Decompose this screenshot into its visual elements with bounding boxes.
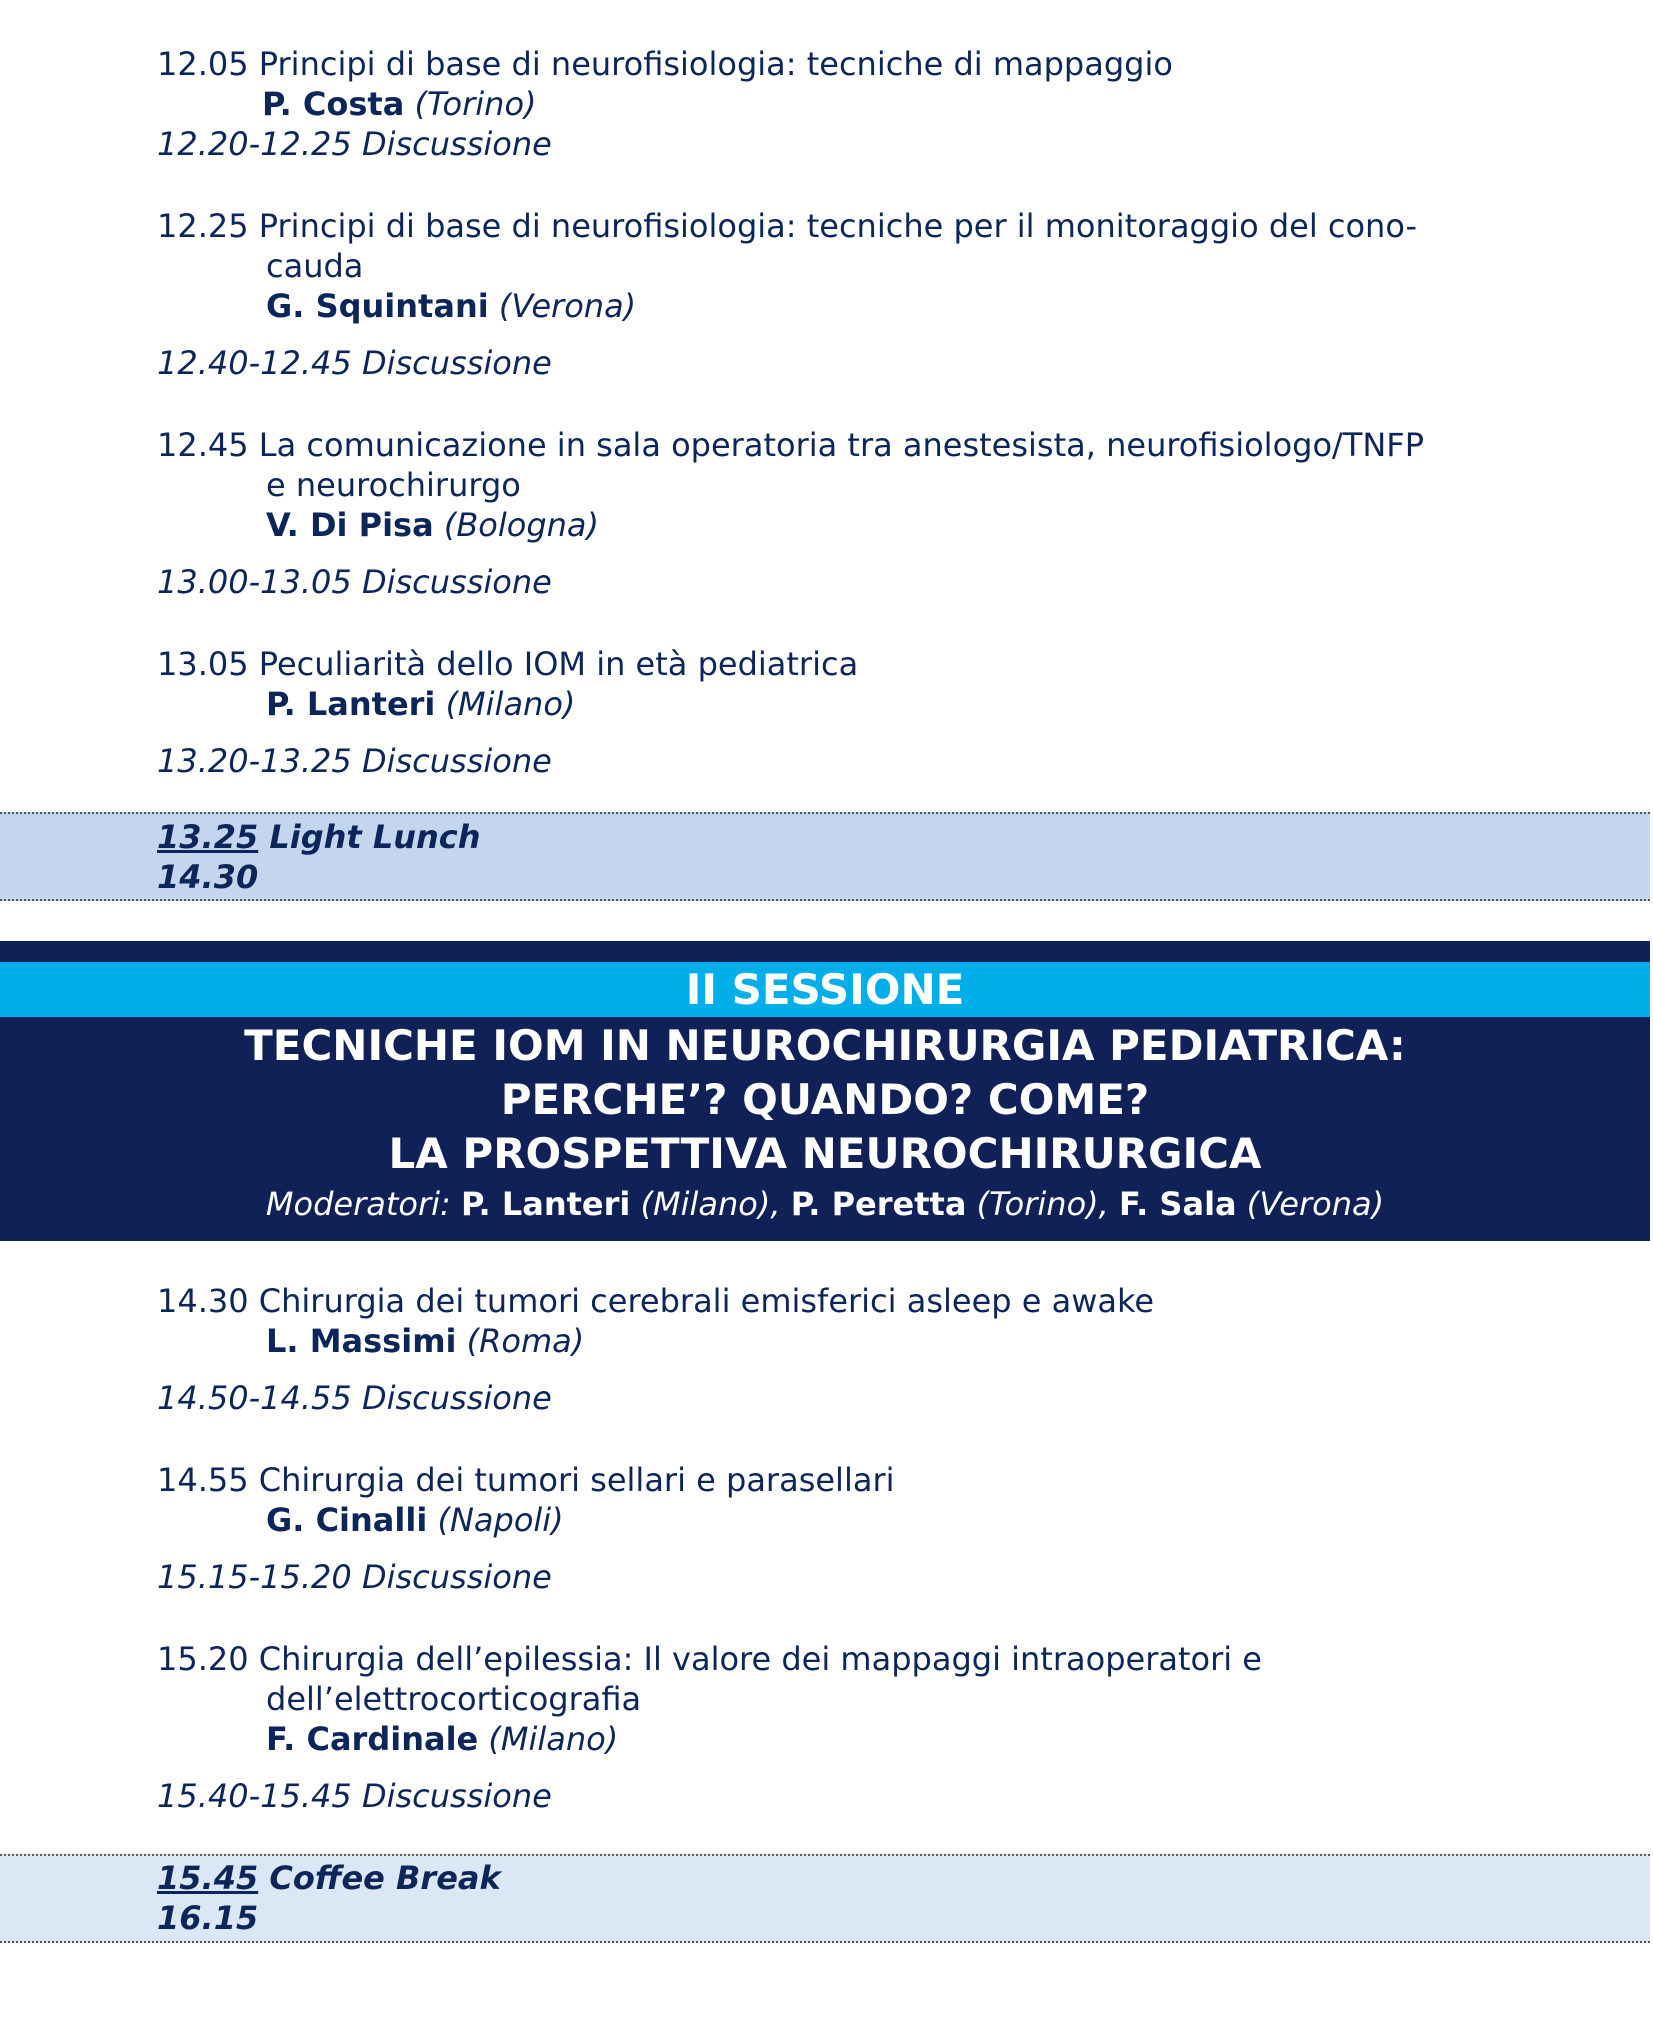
break-label: Light Lunch xyxy=(269,818,481,856)
talk-time: 12.45 xyxy=(157,426,249,464)
discussion-line: 15.40-15.45 Discussione xyxy=(157,1777,552,1815)
moderator-city: (Torino), xyxy=(976,1185,1109,1223)
speaker-line xyxy=(157,286,1417,326)
talk-item xyxy=(157,1281,1154,1361)
talk-title: Chirurgia dell’epilessia: Il valore dei mappaggi intraoperatori e xyxy=(258,1640,1262,1678)
discussion-line: 13.00-13.05 Discussione xyxy=(157,563,552,601)
talk-title: Peculiarità dello IOM in età pediatrica xyxy=(258,645,859,683)
talk-item xyxy=(157,1639,1262,1759)
moderator-name: F. Sala xyxy=(1118,1185,1237,1223)
talk-title-cont: cauda xyxy=(266,247,364,285)
talk-title: Principi di base di neurofisiologia: tecniche per il monitoraggio del cono- xyxy=(258,207,1418,245)
speaker-line xyxy=(157,1500,894,1540)
moderator-name: P. Lanteri xyxy=(460,1185,631,1223)
talk-time: 13.05 xyxy=(157,645,249,683)
talk-title-cont: e neurochirurgo xyxy=(266,466,521,504)
speaker-name: F. Cardinale xyxy=(266,1720,479,1758)
discussion-line: 12.20-12.25 Discussione xyxy=(157,125,552,163)
coffee-break-band xyxy=(0,1854,1650,1943)
speaker-city: (Napoli) xyxy=(437,1501,564,1539)
session-top-bar xyxy=(0,941,1650,962)
speaker-name: P. Lanteri xyxy=(266,685,436,723)
talk-time: 12.25 xyxy=(157,207,249,245)
speaker-line xyxy=(157,505,1424,545)
break-end-time: 16.15 xyxy=(157,1899,259,1937)
discussion-line: 14.50-14.55 Discussione xyxy=(157,1379,552,1417)
moderator-city: (Milano), xyxy=(640,1185,781,1223)
talk-title: Principi di base di neurofisiologia: tecniche di mappaggio xyxy=(258,45,1173,83)
discussion-line: 15.15-15.20 Discussione xyxy=(157,1558,552,1596)
break-start-time: 13.25 xyxy=(157,818,259,856)
speaker-name: P. Costa xyxy=(262,85,405,123)
session-title-line: TECNICHE IOM IN NEUROCHIRURGIA PEDIATRICA: xyxy=(244,1021,1406,1070)
talk-item xyxy=(157,44,1173,124)
speaker-name: L. Massimi xyxy=(266,1322,457,1360)
talk-item xyxy=(157,425,1424,545)
speaker-line xyxy=(157,1719,1262,1759)
speaker-city: (Bologna) xyxy=(443,506,600,544)
discussion-line: 12.40-12.45 Discussione xyxy=(157,344,552,382)
break-start-time: 15.45 xyxy=(157,1859,259,1897)
talk-item xyxy=(157,1460,894,1540)
session-title-line: PERCHE’? QUANDO? COME? xyxy=(500,1075,1150,1124)
talk-time: 15.20 xyxy=(157,1640,249,1678)
speaker-name: V. Di Pisa xyxy=(266,506,434,544)
talk-title-cont: dell’elettrocorticografia xyxy=(266,1680,642,1718)
session-number: II SESSIONE xyxy=(0,962,1650,1017)
speaker-city: (Verona) xyxy=(498,287,637,325)
speaker-city: (Roma) xyxy=(466,1322,585,1360)
lunch-break-band xyxy=(0,812,1650,901)
talk-item xyxy=(157,644,858,724)
speaker-city: (Milano) xyxy=(445,685,576,723)
moderator-city: (Verona) xyxy=(1246,1185,1385,1223)
talk-title: La comunicazione in sala operatoria tra anestesista, neurofisiologo/TNFP xyxy=(258,426,1424,464)
break-end-time: 14.30 xyxy=(157,858,259,896)
talk-time: 14.55 xyxy=(157,1461,249,1499)
talk-item xyxy=(157,206,1417,326)
speaker-name: G. Squintani xyxy=(266,287,489,325)
speaker-line xyxy=(157,684,858,724)
talk-time: 12.05 xyxy=(157,45,249,83)
speaker-line xyxy=(157,84,1173,124)
speaker-line xyxy=(157,1321,1154,1361)
session-title-line: LA PROSPETTIVA NEUROCHIRURGICA xyxy=(388,1129,1262,1178)
speaker-name: G. Cinalli xyxy=(266,1501,428,1539)
break-label: Coffee Break xyxy=(269,1859,501,1897)
moderator-name: P. Peretta xyxy=(790,1185,967,1223)
moderators-line xyxy=(0,1184,1650,1224)
speaker-city: (Milano) xyxy=(488,1720,619,1758)
speaker-city: (Torino) xyxy=(414,85,537,123)
talk-time: 14.30 xyxy=(157,1282,249,1320)
talk-title: Chirurgia dei tumori cerebrali emisferici asleep e awake xyxy=(258,1282,1155,1320)
talk-title: Chirurgia dei tumori sellari e parasellari xyxy=(258,1461,895,1499)
session-header xyxy=(0,1017,1650,1241)
discussion-line: 13.20-13.25 Discussione xyxy=(157,742,552,780)
moderators-label: Moderatori: xyxy=(265,1185,451,1223)
